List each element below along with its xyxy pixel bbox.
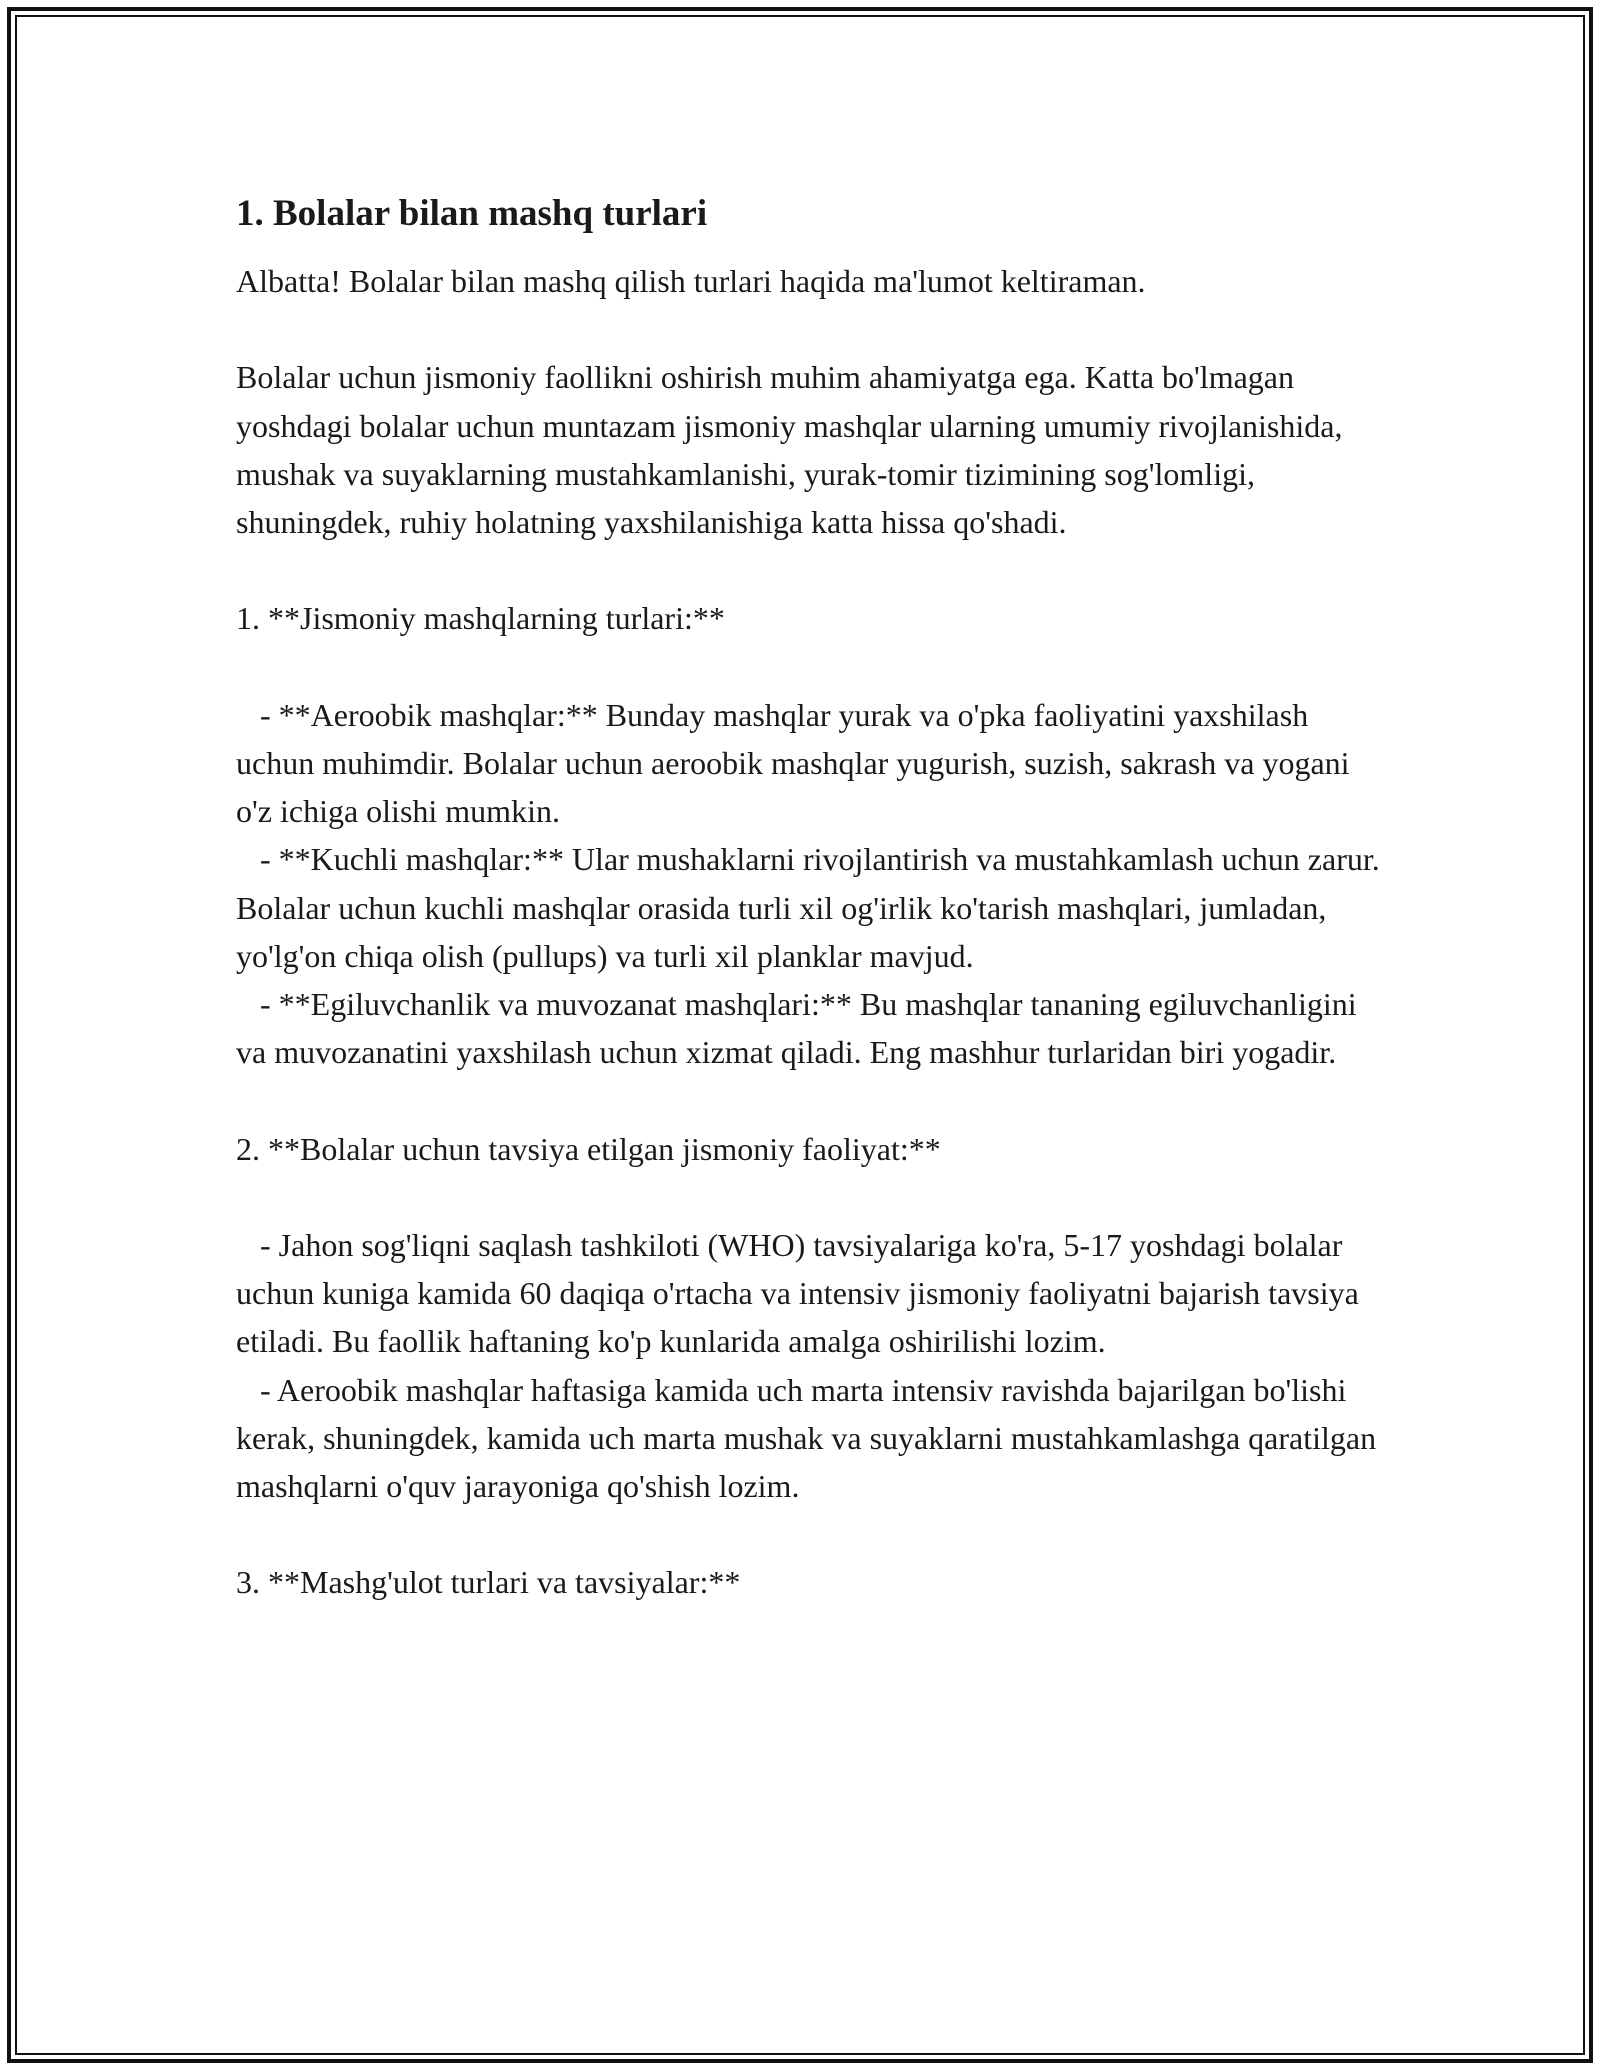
list-item-flexibility: - **Egiluvchanlik va muvozanat mashqlari:** Bu mashqlar tananing egiluvchanligini va muvozanatini yaxshilash uchun xizmat qiladi. Eng mashhur turlaridan biri yogadir.	[236, 986, 1365, 1071]
list-item-who-recommendation: - Jahon sog'liqni saqlash tashkiloti (WHO) tavsiyalariga ko'ra, 5-17 yoshdagi bolalar uchun kuniga kamida 60 daqiqa o'rtacha va intensiv jismoniy faoliyatni bajarish tavsiya etiladi. Bu faollik haftaning ko'p kunlarida amalga oshirilishi lozim.	[236, 1226, 1367, 1360]
section-heading-3: 3. **Mashg'ulot turlari va tavsiyalar:**	[236, 1564, 741, 1601]
section-heading-1: 1. **Jismoniy mashqlarning turlari:**	[236, 600, 725, 637]
paragraph-spacer	[236, 1076, 1386, 1124]
intro-paragraph: Albatta! Bolalar bilan mashq qilish turlari haqida ma'lumot keltiraman.	[236, 263, 1146, 299]
paragraph-spacer	[236, 305, 1386, 353]
paragraph-spacer	[236, 1173, 1386, 1221]
list-item-weekly-exercise: - Aeroobik mashqlar haftasiga kamida uch marta intensiv ravishda bajarilgan bo'lishi kerak, shuningdek, kamida uch marta mushak va suyaklarni mustahkamlashga qaratilgan mashqlarni o'quv jarayoniga qo'shish lozim.	[236, 1371, 1385, 1504]
body-paragraph: Bolalar uchun jismoniy faollikni oshirish muhim ahamiyatga ega. Katta bo'lmagan yoshdagi bolalar uchun muntazam jismoniy mashqlar ularning umumiy rivojlanishida, mushak va suyaklarning mustahkamlanishi, yurak-tomir tizimining sog'lomligi, shuningdek, ruhiy holatning yaxshilanishiga katta hissa qo'shadi.	[236, 359, 1351, 540]
list-item-strength: - **Kuchli mashqlar:** Ular mushaklarni rivojlantirish va mustahkamlash uchun zarur. Bolalar uchun kuchli mashqlar orasida turli xil og'irlik ko'tarish mashqlari, jumladan, yo'lg'on chiqa olish (pullups) va turli xil planklar mavjud.	[236, 841, 1388, 974]
paragraph-spacer	[236, 643, 1386, 691]
list-item-aerobic: - **Aeroobik mashqlar:** Bunday mashqlar yurak va o'pka faoliyatini yaxshilash uchun muhimdir. Bolalar uchun aeroobik mashqlar yugurish, suzish, sakrash va yogani o'z ichiga olishi mumkin.	[236, 696, 1358, 830]
document-title: 1. Bolalar bilan mashq turlari	[236, 193, 708, 234]
document-body	[236, 185, 1386, 1607]
section-heading-2: 2. **Bolalar uchun tavsiya etilgan jismoniy faoliyat:**	[236, 1130, 941, 1167]
paragraph-spacer	[236, 546, 1386, 594]
paragraph-spacer	[236, 1510, 1386, 1558]
